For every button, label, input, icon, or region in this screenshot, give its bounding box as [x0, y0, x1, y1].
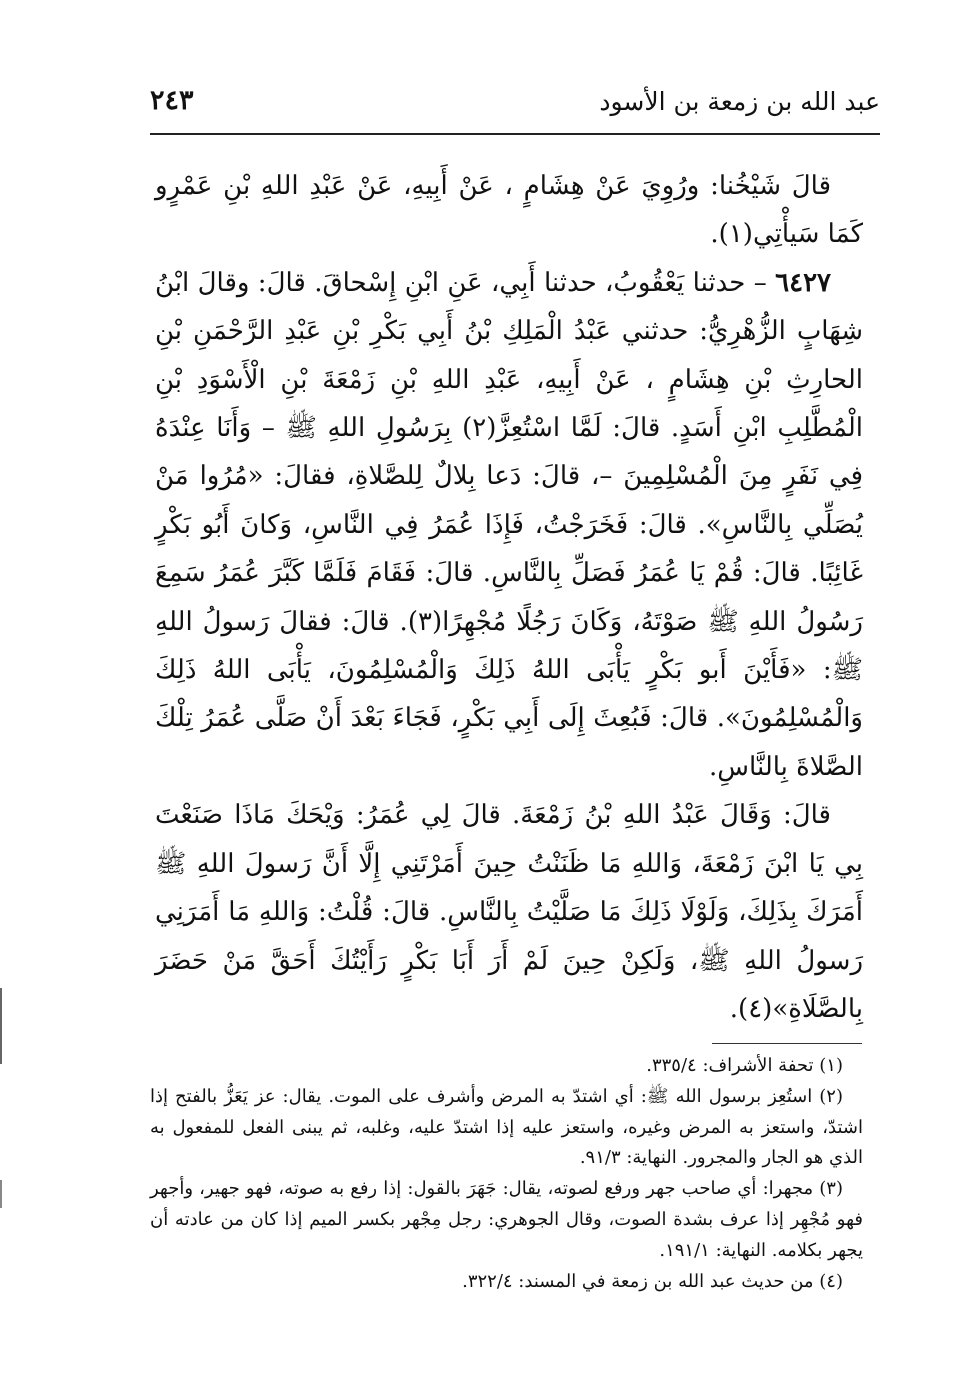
footnote-2: (٢) استُعِز برسول الله ﷺ: أي اشتدّ به المرض وأشرف على الموت. يقال: عز يَعَزُّ بالفتح إذا اشتدّ، واستعز به المرض وغيره، واستعز عليه إذا اشتدّ عليه، وغلبه، ثم يبنى الفعل للمفعول به الذي هو الجار والمجرور. النهاية: ٩١/٣.: [150, 1085, 863, 1169]
hadith-text: – حدثنا يَعْقُوبُ، حدثنا أَبِي، عَنِ ابْنِ إِسْحاقَ. قالَ: وقالَ ابْنُ شِهَابٍ الزُّهْرِيُّ: حدثني عَبْدُ الْمَلِكِ بْنُ أَبِي بَكْرِ بْنِ عَبْدِ الرَّحْمَنِ بْنِ الحارِثِ بْنِ هِشَامٍ ، عَنْ أَبِيهِ، عَبْدِ اللهِ بْنِ زَمْعَةَ بْنِ الْأَسْوَدِ بْنِ الْمُطَّلِبِ ابْنِ أَسَدٍ. قالَ: لَمَّا اسْتُعِزَّ(٢) بِرَسُولِ اللهِ ﷺ – وَأَنَا عِنْدَهُ فِي نَفَرٍ مِنَ الْمُسْلِمِينَ –، قالَ: دَعا بِلالٌ لِلصَّلاةِ، فقالَ: «مُرُوا مَنْ يُصَلِّي بِالنَّاسِ». قالَ: فَخَرَجْتُ، فَإِذَا عُمَرُ فِي النَّاسِ، وَكانَ أَبُو بَكْرٍ غَائِبًا. قالَ: قُمْ يَا عُمَرُ فَصَلِّ بِالنَّاسِ. قالَ: فَقَامَ فَلَمَّا كَبَّرَ عُمَرُ سَمِعَ رَسُولُ اللهِ ﷺ صَوْتَهُ، وَكَانَ رَجُلًا مُجْهِرًا(٣). قالَ: فقالَ رَسولُ اللهِ ﷺ: «فَأَيْنَ أَبو بَكْرٍ يَأْبَى اللهُ ذَلِكَ وَالْمُسْلِمُونَ، يَأْبَى اللهُ ذَلِكَ وَالْمُسْلِمُونَ». قالَ: فَبُعِثَ إِلَى أَبِي بَكْرٍ، فَجَاءَ بَعْدَ أَنْ صَلَّى عُمَرُ تِلْكَ الصَّلاةَ بِالنَّاسِ.: [155, 267, 863, 782]
running-header: [150, 82, 880, 122]
header-title: عبد الله بن زمعة بن الأسود: [599, 87, 880, 116]
header-rule: [150, 133, 880, 135]
page-number: ٢٤٣: [150, 85, 194, 116]
hadith-number: ٦٤٢٧: [775, 267, 832, 298]
margin-mark-lower: [0, 1180, 2, 1208]
footnote-rule: [712, 1043, 862, 1044]
footnote-3: (٣) مجهرا: أي صاحب جهر ورفع لصوته، يقال: جَهَرَ بالقول: إذا رفع به صوته، فهو جهير، وأجهر فهو مُجْهِر إذا عرف بشدة الصوت، وقال الجوهري: رجل مِجْهر بكسر الميم إذا كان من عادته أن يجهر بكلامه. النهاية: ١٩١/١.: [150, 1178, 863, 1261]
footnote-1: (١) تحفة الأشراف: ٣٣٥/٤.: [646, 1055, 843, 1076]
margin-mark: [0, 988, 2, 1064]
footnotes: [150, 1051, 863, 1297]
paragraph-3: قالَ: وَقَالَ عَبْدُ اللهِ بْنُ زَمْعَةَ. قالَ لِي عُمَرُ: وَيْحَكَ مَاذَا صَنَعْتَ بِي يَا ابْنَ زَمْعَةَ، وَاللهِ مَا ظَنَنْتُ حِينَ أَمَرْتَنِي إِلَّا أَنَّ رَسولَ اللهِ ﷺ أَمَرَكَ بِذَلِكَ، وَلَوْلَا ذَلِكَ مَا صَلَّيْتُ بِالنَّاسِ. قالَ: قُلْتُ: وَاللهِ مَا أَمَرَنِي رَسولُ اللهِ ﷺ، وَلَكِنْ حِينَ لَمْ أَرَ أَبَا بَكْرٍ رَأَيْتُكَ أَحَقَّ مَنْ حَضَرَ بِالصَّلَاةِ»(٤).: [155, 800, 863, 1024]
paragraph-1: قالَ شَيْخُنا: ورُوِيَ عَنْ هِشَامٍ ، عَنْ أَبِيهِ، عَنْ عَبْدِ اللهِ بْنِ عَمْرٍو كَمَا سَيأْتِي(١).: [155, 171, 863, 250]
paragraph-2: [155, 259, 863, 791]
main-text: [155, 162, 863, 1033]
footnote-4: (٤) من حديث عبد الله بن زمعة في المسند: ٣٢٢/٤.: [462, 1270, 843, 1292]
